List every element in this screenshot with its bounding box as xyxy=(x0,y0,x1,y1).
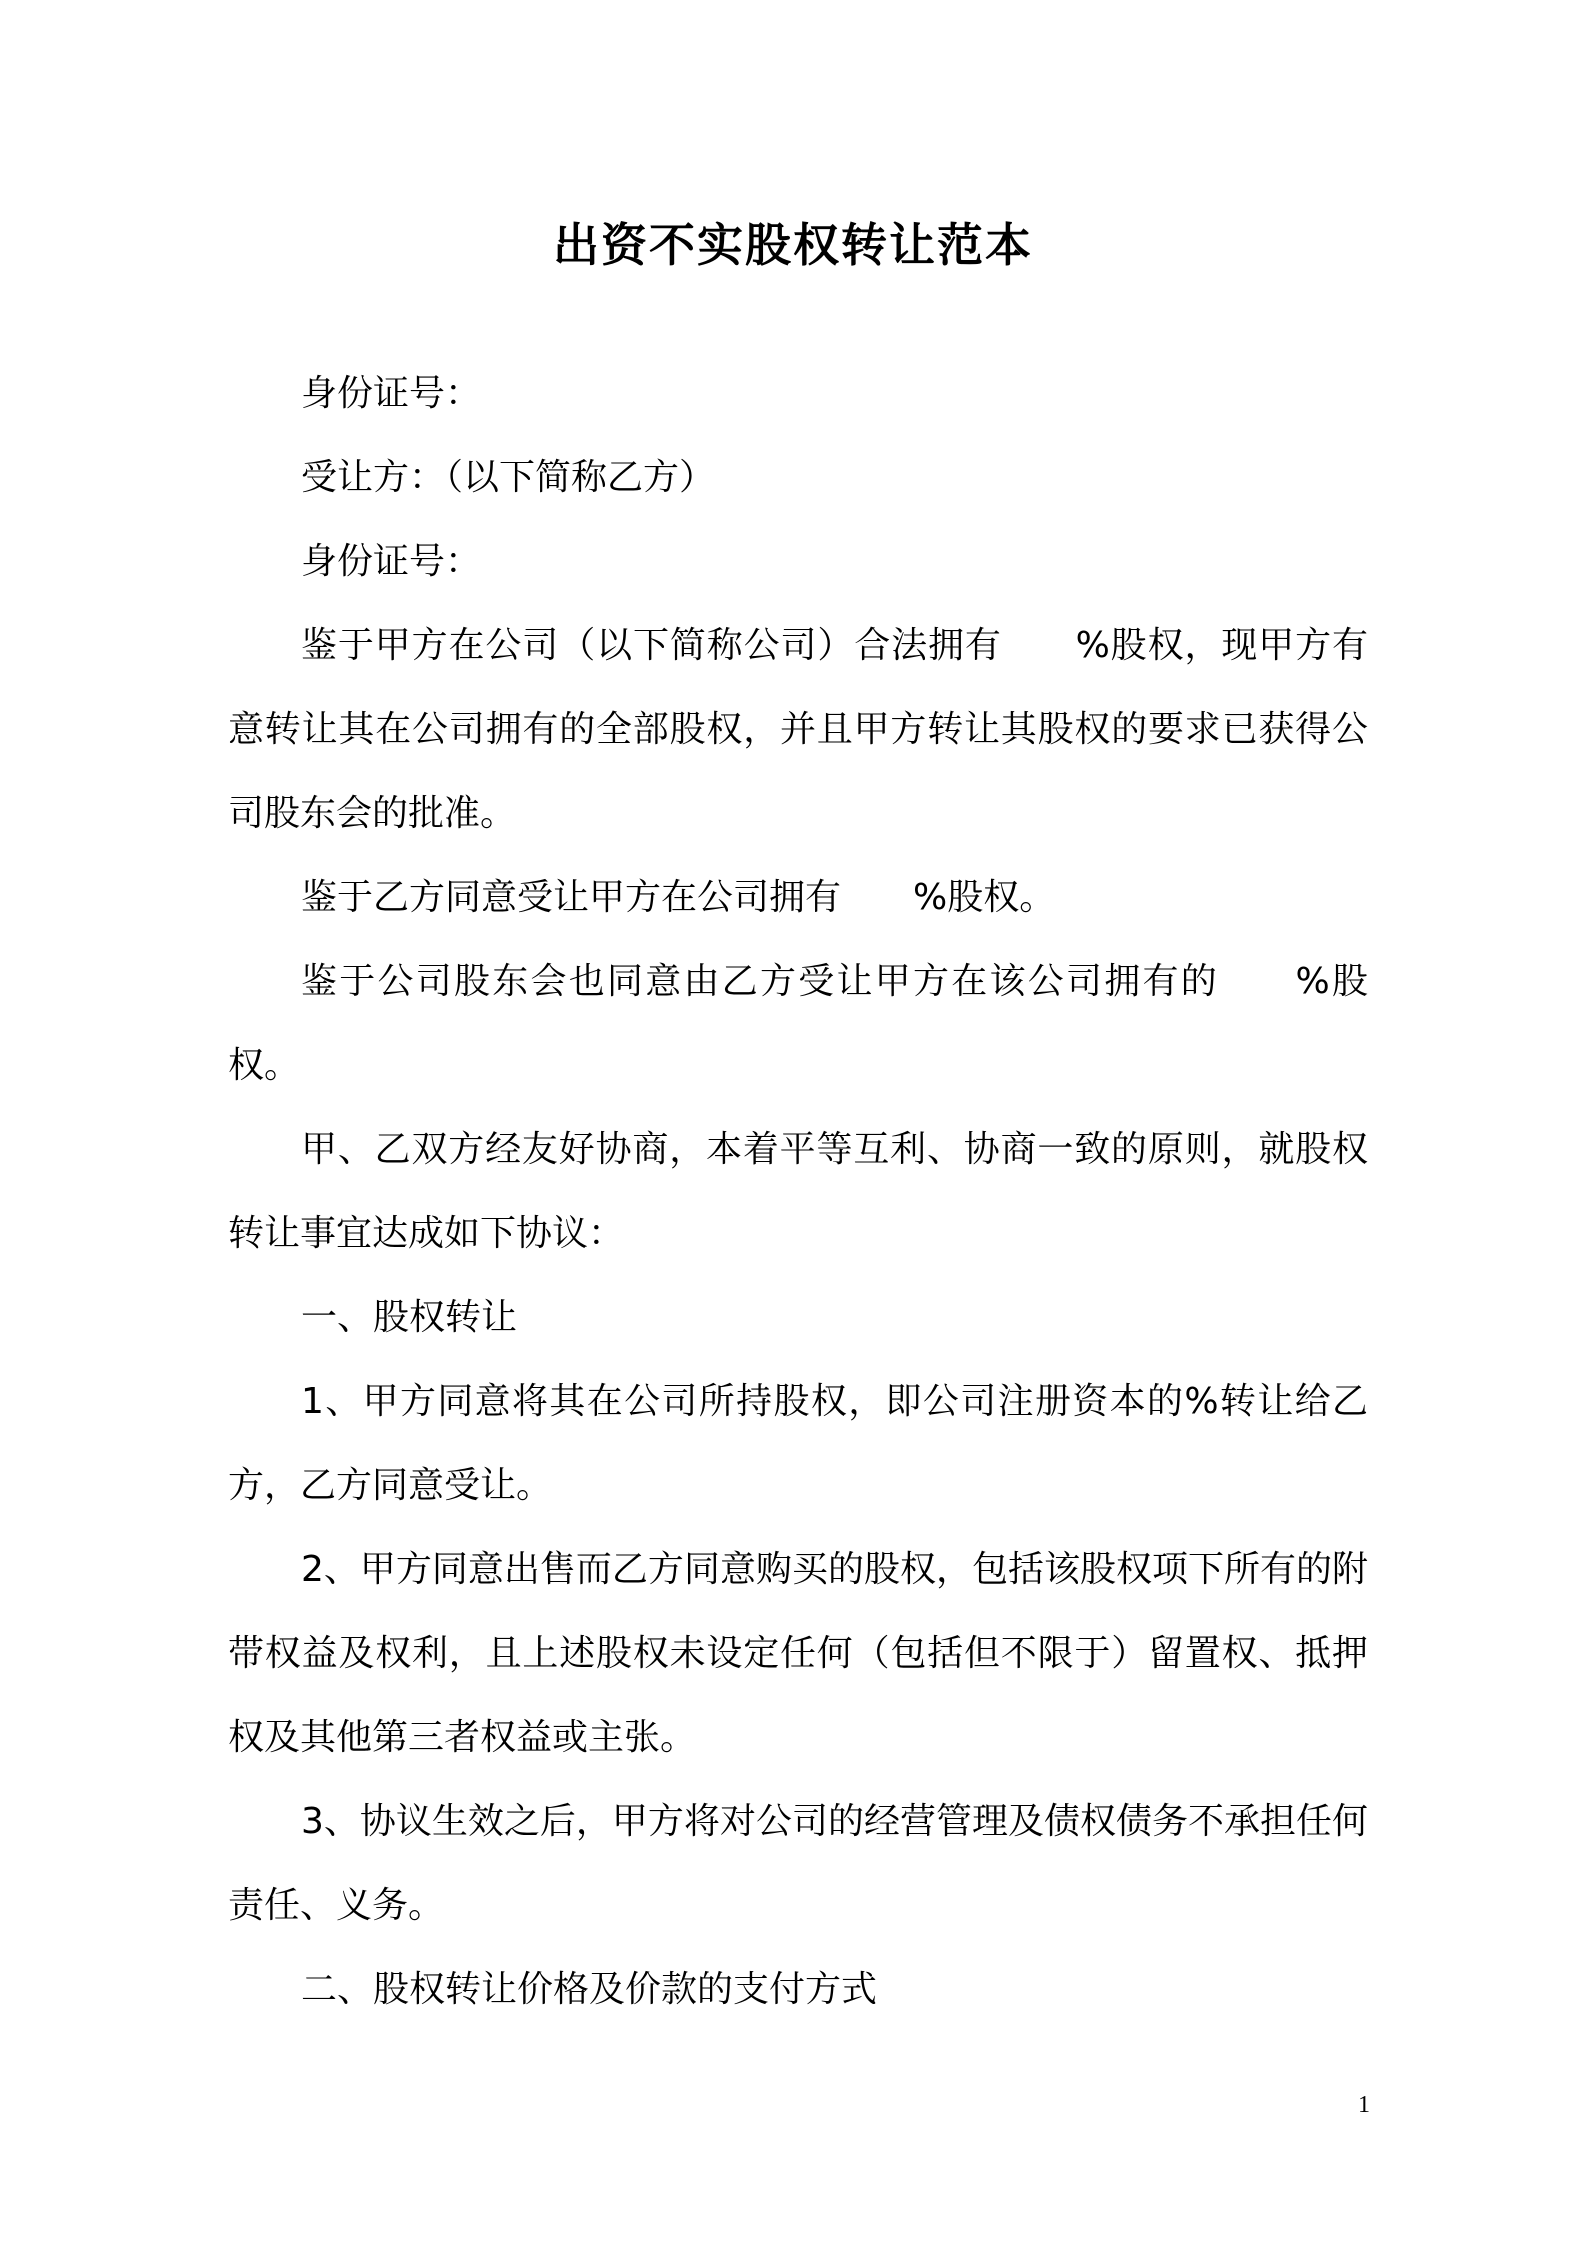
clause-1-2: 2、甲方同意出售而乙方同意购买的股权，包括该股权项下所有的附带权益及权利，且上述股权未设定任何（包括但不限于）留置权、抵押权及其他第三者权益或主张。 xyxy=(228,1549,1368,1758)
paragraph-recital-3: 鉴于公司股东会也同意由乙方受让甲方在该公司拥有的 %股权。 xyxy=(228,961,1368,1086)
document-title: 出资不实股权转让范本 xyxy=(553,218,1033,272)
page-number: 1 xyxy=(1358,2092,1370,2118)
clause-1-3: 3、协议生效之后，甲方将对公司的经营管理及债权债务不承担任何责任、义务。 xyxy=(228,1801,1368,1926)
paragraph-recital-2: 鉴于乙方同意受让甲方在公司拥有 %股权。 xyxy=(301,877,1056,918)
document-body xyxy=(228,352,1368,2032)
paragraph-recital-1: 鉴于甲方在公司（以下简称公司）合法拥有 %股权，现甲方有意转让其在公司拥有的全部股权，并且甲方转让其股权的要求已获得公司股东会的批准。 xyxy=(228,625,1368,834)
paragraph-transferee-id: 身份证号： xyxy=(301,541,482,582)
clause-1-1: 1、甲方同意将其在公司所持股权，即公司注册资本的%转让给乙方，乙方同意受让。 xyxy=(228,1381,1368,1506)
section-heading-1: 一、股权转让 xyxy=(301,1297,518,1338)
section-heading-2: 二、股权转让价格及价款的支付方式 xyxy=(301,1969,878,2010)
paragraph-agreement-intro: 甲、乙双方经友好协商，本着平等互利、协商一致的原则，就股权转让事宜达成如下协议： xyxy=(228,1129,1368,1254)
paragraph-transferor-id: 身份证号： xyxy=(301,373,482,414)
paragraph-transferee: 受让方：（以下简称乙方） xyxy=(301,457,716,498)
